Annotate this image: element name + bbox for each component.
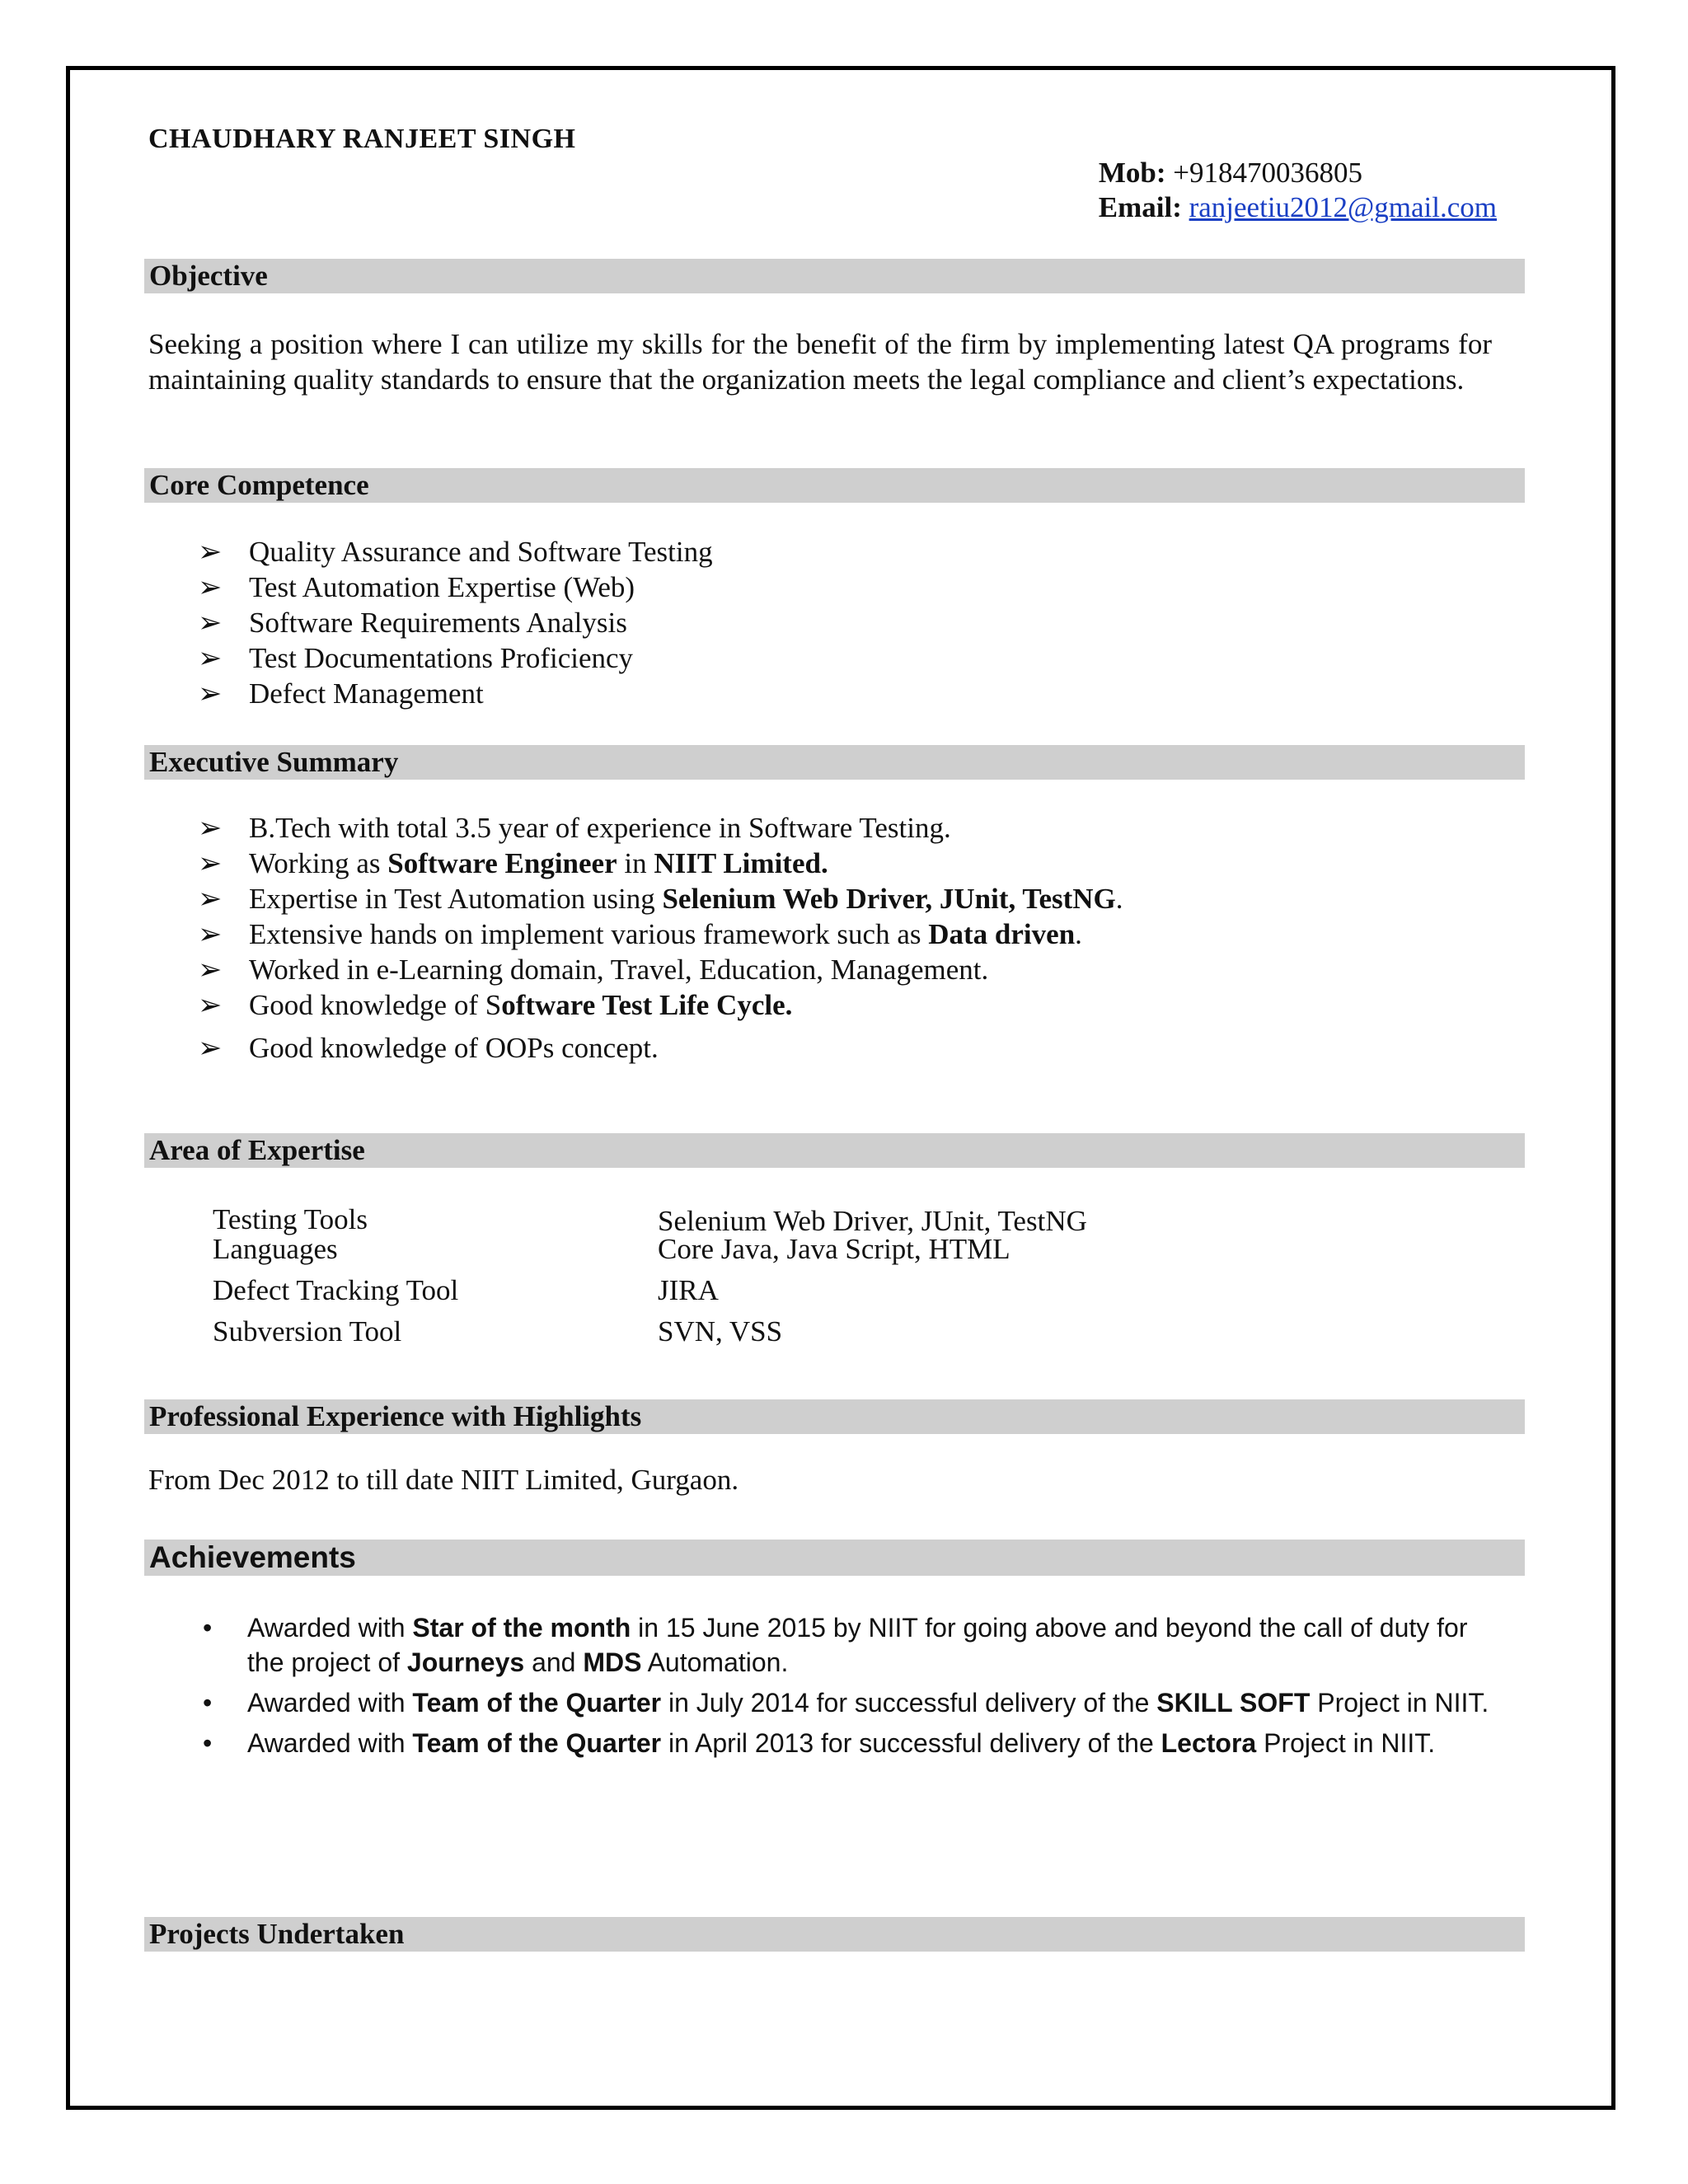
candidate-name: CHAUDHARY RANJEET SINGH [148,124,576,154]
text-segment: Awarded with [247,1613,413,1643]
text-segment: in July 2014 for successful delivery of the [661,1688,1157,1718]
expertise-value-defect-tracking: JIRA [658,1274,719,1306]
expertise-label-languages: Languages [213,1233,338,1265]
text-segment: Awarded with [247,1728,413,1758]
list-item [198,1726,1500,1760]
list-item-text: Test Documentations Proficiency [249,642,634,674]
bold-segment: Team of the Quarter [412,1728,662,1758]
bold-segment: Data driven [928,918,1076,950]
executive-summary-heading: Executive Summary [144,745,1525,780]
arrow-bullet-icon: ➢ [198,954,223,986]
bold-segment: MDS [583,1647,642,1677]
arrow-bullet-icon: ➢ [198,918,223,950]
expertise-value-subversion: SVN, VSS [658,1315,783,1347]
email-link[interactable]: ranjeetiu2012@gmail.com [1189,191,1497,223]
bullet-dot-icon: • [203,1613,213,1643]
mobile-label: Mob: [1098,157,1166,189]
bold-segment: Selenium Web Driver, JUnit, TestNG [662,883,1116,915]
bold-segment: Software Engineer [387,847,617,879]
list-item [198,810,1123,846]
email-line [1099,191,1497,224]
arrow-bullet-icon: ➢ [198,1032,223,1064]
text-segment: in April 2013 for successful delivery of the [661,1728,1161,1758]
list-item [198,534,713,569]
core-competence-list [198,534,713,711]
text-segment: Extensive hands on implement various framework such as [249,918,929,950]
bold-segment: oftware Test Life Cycle. [501,989,793,1021]
mobile-number: +918470036805 [1173,157,1362,189]
expertise-value-testing-tools: Selenium Web Driver, JUnit, TestNG [658,1205,1087,1237]
expertise-label-defect-tracking: Defect Tracking Tool [213,1274,459,1306]
bold-segment: Star of the month [412,1613,631,1643]
text-segment: Good knowledge of S [249,989,502,1021]
list-item [198,952,1123,987]
bold-segment: NIIT Limited. [654,847,828,879]
achievements-heading: Achievements [144,1540,1525,1576]
list-item [198,676,713,711]
list-item [198,1030,1123,1066]
expertise-value-languages: Core Java, Java Script, HTML [658,1233,1010,1265]
text-segment: B.Tech with total 3.5 year of experience in Software Testing. [249,812,951,844]
experience-text: From Dec 2012 to till date NIIT Limited, Gurgaon. [148,1464,739,1496]
bold-segment: Team of the Quarter [412,1688,662,1718]
bold-segment: SKILL SOFT [1156,1688,1311,1718]
list-item-text: Software Requirements Analysis [249,607,627,639]
arrow-bullet-icon: ➢ [198,883,223,915]
arrow-bullet-icon: ➢ [198,536,223,568]
list-item [198,605,713,640]
list-item-text: Defect Management [249,677,484,710]
arrow-bullet-icon: ➢ [198,642,223,674]
text-segment: Project in NIIT. [1256,1728,1436,1758]
list-item [198,1685,1500,1720]
expertise-label-testing-tools: Testing Tools [213,1203,368,1235]
bold-segment: Lectora [1160,1728,1257,1758]
list-item-text: Quality Assurance and Software Testing [249,536,713,568]
bold-segment: Journeys [406,1647,525,1677]
bullet-dot-icon: • [203,1728,213,1758]
projects-heading: Projects Undertaken [144,1917,1525,1952]
text-segment: Worked in e-Learning domain, Travel, Education, Management. [249,954,989,986]
objective-heading: Objective [144,259,1525,293]
text-segment: Awarded with [247,1688,413,1718]
mobile-line [1099,157,1362,190]
text-segment: in 15 June 2015 by NIIT for going above and beyond the call of duty for the project of [247,1613,1468,1677]
expertise-label-subversion: Subversion Tool [213,1315,402,1347]
text-segment: Project in NIIT. [1310,1688,1489,1718]
bullet-dot-icon: • [203,1688,213,1718]
objective-text: Seeking a position where I can utilize my skills for the benefit of the firm by implementing latest QA programs for maintaining quality standards to ensure that the organization meets the legal compliance and client’s expectations. [148,328,1492,396]
text-segment: Automation. [641,1647,789,1677]
text-segment: Expertise in Test Automation using [249,883,663,915]
text-segment: . [1115,883,1123,915]
list-item [198,846,1123,881]
list-item [198,640,713,676]
arrow-bullet-icon: ➢ [198,677,223,710]
list-item [198,1610,1500,1680]
list-item [198,881,1123,916]
arrow-bullet-icon: ➢ [198,571,223,603]
list-item [198,987,1123,1023]
core-competence-heading: Core Competence [144,468,1525,503]
area-of-expertise-heading: Area of Expertise [144,1133,1525,1168]
list-item-text: Test Automation Expertise (Web) [249,571,635,603]
list-item [198,569,713,605]
text-segment: and [524,1647,584,1677]
text-segment: Good knowledge of OOPs concept. [249,1032,659,1064]
text-segment: Working as [249,847,388,879]
text-segment: in [617,847,654,879]
arrow-bullet-icon: ➢ [198,989,223,1021]
executive-summary-list [198,810,1123,1066]
experience-heading: Professional Experience with Highlights [144,1399,1525,1434]
achievements-list [198,1610,1500,1760]
list-item [198,916,1123,952]
arrow-bullet-icon: ➢ [198,847,223,879]
email-label: Email: [1098,191,1182,223]
text-segment: . [1075,918,1082,950]
arrow-bullet-icon: ➢ [198,607,223,639]
arrow-bullet-icon: ➢ [198,812,223,844]
